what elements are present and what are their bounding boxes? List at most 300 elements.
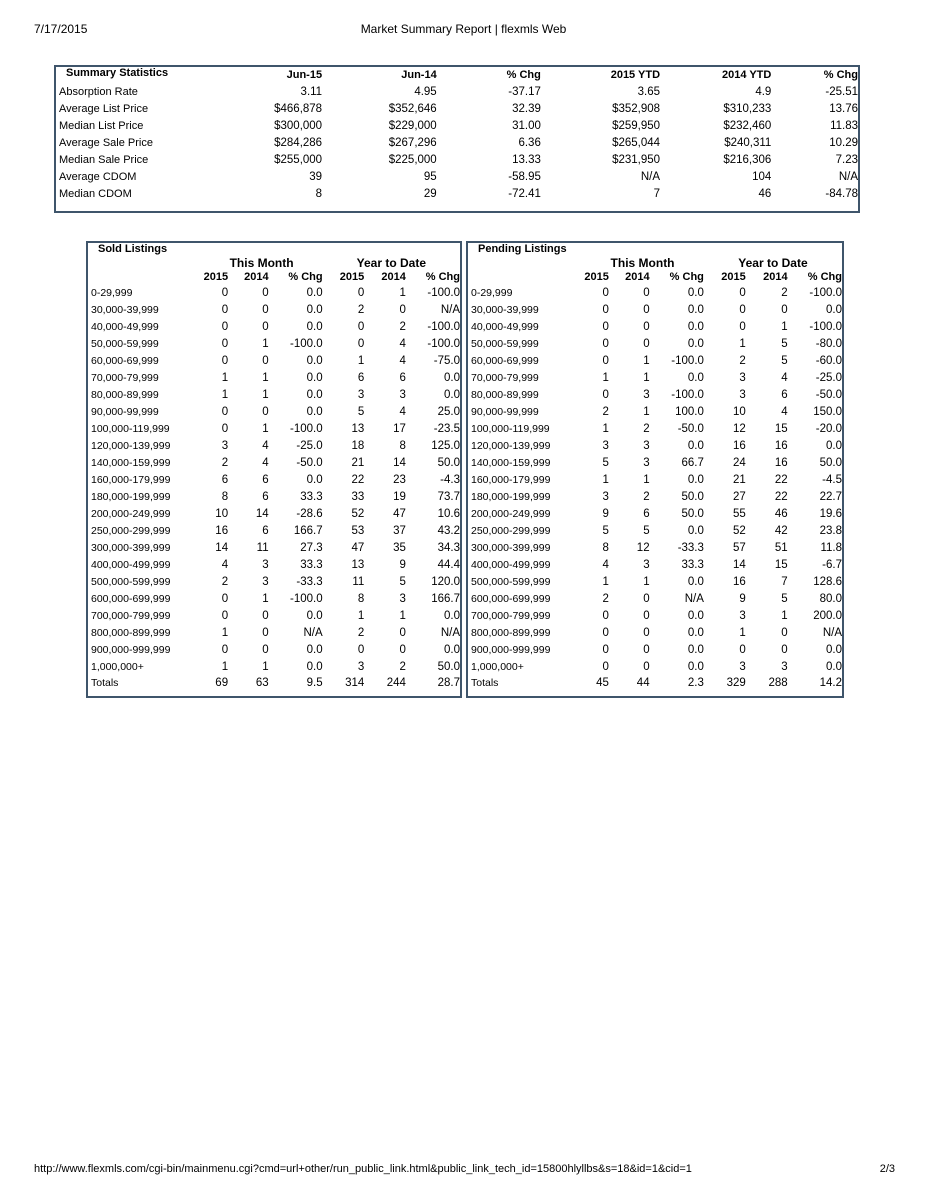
pending-price-row (468, 488, 842, 505)
sold-cell: 28.7 (437, 677, 460, 689)
sold-cell: 2 (357, 303, 365, 316)
summary-cell: N/A (640, 170, 661, 183)
pending-cell: 4 (781, 371, 788, 384)
pending-row-label: 1,000,000+ (471, 660, 524, 673)
sold-cell: 3 (262, 558, 269, 571)
summary-row (56, 100, 858, 117)
sold-cell: 2 (221, 575, 229, 588)
pending-cell: 3 (643, 439, 650, 452)
pending-cell: 16 (732, 575, 746, 588)
pending-cell: -25.0 (815, 371, 842, 384)
summary-cell: $284,286 (274, 136, 323, 149)
sold-listings-box (86, 241, 462, 698)
sold-listings-table (88, 243, 460, 691)
sold-cell: 19 (393, 490, 406, 503)
pending-cell: 0 (643, 660, 650, 673)
pending-row-label: 200,000-249,999 (471, 507, 551, 520)
summary-row (56, 117, 858, 134)
sold-price-row (88, 556, 460, 573)
pending-cell: 1 (739, 626, 746, 639)
pending-cell: N/A (684, 592, 704, 605)
pending-cell: 1 (602, 422, 609, 435)
sold-cell: 166.7 (431, 592, 460, 605)
pending-cell: 0 (643, 320, 650, 333)
pending-cell: -4.5 (822, 473, 842, 486)
sold-cell: 0 (262, 303, 269, 316)
summary-row-label: Average CDOM (59, 170, 137, 183)
sold-row-label: 60,000-69,999 (91, 354, 159, 367)
sold-price-row (88, 301, 460, 318)
summary-cell: $232,460 (723, 119, 772, 132)
pending-row-label: 250,000-299,999 (471, 524, 551, 537)
sold-row-label: 400,000-499,999 (91, 558, 171, 571)
pending-cell: 50.0 (681, 507, 704, 520)
sold-price-row (88, 607, 460, 624)
sold-col-header: 2015 (203, 271, 229, 283)
summary-row (56, 151, 858, 168)
sold-cell: 6 (262, 473, 269, 486)
pending-cell: 0 (643, 286, 650, 299)
pending-cell: 4 (781, 405, 788, 418)
sold-price-row (88, 522, 460, 539)
pending-price-row (468, 301, 842, 318)
pending-cell: 42 (774, 524, 788, 537)
sold-cell: 73.7 (437, 490, 460, 503)
summary-statistics-box (54, 65, 860, 213)
sold-cell: 2 (399, 320, 406, 333)
pending-cell: -100.0 (671, 354, 704, 367)
sold-cell: -4.3 (440, 473, 460, 486)
pending-cell: 0 (602, 660, 609, 673)
sold-row-label: 900,000-999,999 (91, 643, 171, 656)
sold-cell: 6 (262, 490, 269, 503)
summary-cell: $229,000 (388, 119, 437, 132)
pending-cell: 5 (781, 592, 788, 605)
pending-cell: 16 (774, 456, 788, 469)
pending-col-header: % Chg (669, 271, 704, 283)
pending-cell: 0 (739, 286, 746, 299)
sold-col-header: 2014 (381, 271, 406, 283)
summary-row-label: Median Sale Price (59, 153, 149, 166)
pending-row-label: 120,000-139,999 (471, 439, 551, 452)
sold-price-row (88, 420, 460, 437)
pending-cell: 8 (602, 541, 609, 554)
pending-cell: 0 (781, 626, 788, 639)
pending-cell: N/A (822, 626, 842, 639)
pending-cell: 1 (643, 405, 650, 418)
sold-cell: 0 (262, 354, 269, 367)
pending-cell: 11.8 (820, 541, 842, 554)
sold-cell: 6 (357, 371, 365, 384)
summary-col-header: Jun-14 (401, 69, 437, 81)
pending-row-label: 180,000-199,999 (471, 490, 551, 503)
pending-cell: 0.0 (687, 660, 704, 673)
sold-cell: 1 (262, 422, 269, 435)
sold-cell: 53 (351, 524, 365, 537)
sold-cell: 0 (221, 405, 229, 418)
pending-cell: 1 (602, 575, 609, 588)
sold-row-label: 500,000-599,999 (91, 575, 171, 588)
pending-cell: 22.7 (819, 490, 842, 503)
pending-row-label: Totals (471, 677, 499, 689)
sold-row-label: 0-29,999 (91, 286, 133, 299)
pending-cell: 0.0 (687, 575, 704, 588)
sold-row-label: 80,000-89,999 (91, 388, 159, 401)
pending-cell: 0 (602, 320, 609, 333)
sold-cell: 14 (215, 541, 229, 554)
pending-cell: 66.7 (681, 456, 704, 469)
pending-cell: 3 (781, 660, 788, 673)
sold-cell: 166.7 (293, 524, 323, 537)
pending-cell: 0 (643, 337, 650, 350)
sold-cell: 9.5 (306, 677, 323, 689)
pending-cell: 12 (732, 422, 746, 435)
sold-cell: 3 (357, 660, 365, 673)
pending-cell: -100.0 (809, 320, 842, 333)
sold-row-label: 40,000-49,999 (91, 320, 159, 333)
sold-cell: 3 (221, 439, 229, 452)
pending-col-headers (468, 270, 842, 284)
sold-cell: 1 (399, 609, 406, 622)
pending-cell: -33.3 (677, 541, 704, 554)
sold-cell: 10.6 (437, 507, 460, 520)
sold-cell: 0 (221, 609, 229, 622)
pending-cell: 150.0 (813, 405, 842, 418)
pending-price-row (468, 607, 842, 624)
sold-cell: 0.0 (306, 388, 323, 401)
sold-cell: 3 (262, 575, 269, 588)
summary-row (56, 83, 858, 100)
summary-cell: N/A (838, 170, 858, 183)
pending-row-label: 600,000-699,999 (471, 592, 551, 605)
sold-cell: 35 (393, 541, 406, 554)
summary-cell: 32.39 (512, 102, 541, 115)
summary-cell: -37.17 (508, 85, 541, 98)
pending-cell: 0 (781, 303, 788, 316)
pending-cell: 0.0 (687, 524, 704, 537)
sold-row-label: Totals (91, 677, 119, 689)
sold-cell: 0 (221, 354, 229, 367)
pending-col-header: 2014 (625, 271, 650, 283)
pending-col-header: 2015 (584, 271, 609, 283)
pending-row-label: 40,000-49,999 (471, 320, 539, 333)
pending-cell: 0.0 (687, 439, 704, 452)
summary-cell: -72.41 (508, 187, 541, 200)
pending-cell: 0.0 (687, 626, 704, 639)
sold-cell: 1 (262, 592, 269, 605)
pending-cell: 7 (781, 575, 788, 588)
summary-cell: 95 (423, 170, 437, 183)
sold-cell: 0.0 (306, 303, 323, 316)
summary-cell: 4.9 (755, 85, 772, 98)
pending-cell: 3 (602, 439, 609, 452)
pending-group-ytd: Year to Date (738, 255, 808, 270)
pending-cell: 27 (732, 490, 746, 503)
sold-cell: 0 (221, 592, 229, 605)
sold-price-row (88, 335, 460, 352)
sold-cell: 1 (262, 371, 269, 384)
sold-cell: 4 (262, 456, 269, 469)
pending-row-label: 300,000-399,999 (471, 541, 551, 554)
pending-price-row (468, 658, 842, 675)
pending-cell: -80.0 (815, 337, 842, 350)
pending-cell: 21 (732, 473, 746, 486)
sold-cell: N/A (440, 626, 460, 639)
sold-cell: 27.3 (300, 541, 323, 554)
summary-cell: 29 (423, 187, 437, 200)
sold-cell: 14 (255, 507, 269, 520)
pending-price-row (468, 352, 842, 369)
pending-price-row (468, 590, 842, 607)
pending-row-label: 400,000-499,999 (471, 558, 551, 571)
pending-row-label: 70,000-79,999 (471, 371, 539, 384)
sold-cell: 0 (262, 286, 269, 299)
sold-cell: 125.0 (431, 439, 460, 452)
pending-col-header: 2014 (763, 271, 788, 283)
pending-cell: 0.0 (826, 643, 842, 656)
summary-cell: 11.83 (830, 119, 858, 132)
summary-cell: $352,908 (612, 102, 661, 115)
pending-cell: 1 (781, 609, 788, 622)
sold-price-row (88, 318, 460, 335)
sold-cell: 33.3 (300, 490, 323, 503)
pending-cell: 1 (643, 473, 650, 486)
sold-cell: 0 (221, 643, 229, 656)
summary-row-label: Average List Price (59, 102, 149, 115)
pending-price-row (468, 420, 842, 437)
summary-cell: $259,950 (612, 119, 661, 132)
pending-cell: 0 (602, 354, 609, 367)
sold-row-label: 70,000-79,999 (91, 371, 159, 384)
summary-cell: -84.78 (825, 187, 858, 200)
sold-price-row (88, 505, 460, 522)
pending-cell: 0 (739, 643, 746, 656)
sold-price-row (88, 573, 460, 590)
pending-cell: 50.0 (819, 456, 842, 469)
pending-cell: 5 (602, 524, 609, 537)
sold-cell: 4 (262, 439, 269, 452)
sold-price-row (88, 454, 460, 471)
pending-cell: 329 (726, 677, 746, 689)
sold-cell: 47 (393, 507, 406, 520)
sold-row-label: 30,000-39,999 (91, 303, 159, 316)
sold-cell: 2 (221, 456, 229, 469)
sold-cell: 0 (221, 422, 229, 435)
pending-price-row (468, 471, 842, 488)
pending-cell: 3 (602, 490, 609, 503)
pending-cell: 3 (643, 558, 650, 571)
sold-group-this-month: This Month (229, 255, 294, 270)
pending-cell: 0 (602, 643, 609, 656)
sold-cell: 0.0 (444, 609, 460, 622)
sold-cell: 1 (262, 388, 269, 401)
pending-cell: 45 (596, 677, 609, 689)
sold-cell: -100.0 (290, 337, 323, 350)
pending-cell: 3 (739, 609, 746, 622)
sold-cell: 0.0 (306, 473, 323, 486)
pending-row-label: 30,000-39,999 (471, 303, 539, 316)
print-date: 7/17/2015 (34, 22, 88, 36)
summary-cell: $352,646 (388, 102, 437, 115)
sold-cell: 52 (351, 507, 365, 520)
pending-cell: 0 (602, 337, 609, 350)
pending-cell: 50.0 (681, 490, 704, 503)
pending-price-row (468, 386, 842, 403)
sold-row-label: 140,000-159,999 (91, 456, 171, 469)
sold-price-row (88, 284, 460, 301)
sold-cell: 8 (221, 490, 229, 503)
sold-row-label: 160,000-179,999 (91, 473, 171, 486)
pending-cell: 0.0 (826, 660, 842, 673)
pending-cell: 6 (781, 388, 788, 401)
pending-row-label: 0-29,999 (471, 286, 513, 299)
sold-price-row (88, 488, 460, 505)
sold-cell: -100.0 (290, 592, 323, 605)
sold-cell: 0 (262, 643, 269, 656)
sold-col-headers (88, 270, 460, 284)
sold-cell: 16 (215, 524, 229, 537)
pending-cell: 0.0 (687, 303, 704, 316)
pending-cell: 3 (739, 388, 746, 401)
summary-cell: $240,311 (724, 136, 772, 149)
sold-cell: 11 (352, 575, 365, 588)
pending-row-label: 900,000-999,999 (471, 643, 551, 656)
pending-cell: 0 (602, 388, 609, 401)
pending-cell: 6 (643, 507, 650, 520)
sold-price-row (88, 590, 460, 607)
sold-row-label: 800,000-899,999 (91, 626, 171, 639)
sold-cell: 0 (357, 286, 365, 299)
pending-cell: 0 (602, 286, 609, 299)
sold-cell: 5 (357, 405, 365, 418)
sold-cell: -25.0 (296, 439, 323, 452)
summary-col-header: % Chg (823, 69, 858, 81)
pending-row-label: 80,000-89,999 (471, 388, 539, 401)
pending-row-label: 800,000-899,999 (471, 626, 551, 639)
pending-cell: 57 (732, 541, 746, 554)
sold-cell: 63 (255, 677, 269, 689)
sold-cell: 0.0 (306, 405, 323, 418)
sold-cell: 1 (262, 660, 269, 673)
pending-cell: 1 (781, 320, 788, 333)
pending-cell: 0 (643, 609, 650, 622)
sold-cell: 6 (221, 473, 229, 486)
sold-cell: -28.6 (296, 507, 323, 520)
sold-cell: -23.5 (433, 422, 460, 435)
pending-cell: 1 (602, 473, 609, 486)
sold-cell: 22 (351, 473, 365, 486)
pending-cell: 23.8 (819, 524, 842, 537)
pending-cell: 0.0 (687, 286, 704, 299)
sold-cell: 34.3 (437, 541, 460, 554)
pending-price-row (468, 335, 842, 352)
pending-cell: 22 (774, 473, 788, 486)
sold-cell: 6 (399, 371, 406, 384)
pending-cell: 2 (602, 405, 609, 418)
pending-cell: 12 (636, 541, 650, 554)
sold-cell: 0 (221, 303, 229, 316)
pending-row-label: 160,000-179,999 (471, 473, 551, 486)
sold-row-label: 300,000-399,999 (91, 541, 171, 554)
pending-cell: 80.0 (819, 592, 842, 605)
sold-cell: 0.0 (306, 609, 323, 622)
pending-title: Pending Listings (478, 243, 567, 255)
pending-cell: 10 (732, 405, 746, 418)
summary-cell: 7 (653, 187, 661, 200)
sold-cell: 0.0 (306, 320, 323, 333)
sold-cell: 0 (399, 303, 406, 316)
pending-totals-row (468, 675, 842, 691)
sold-cell: 0 (399, 626, 406, 639)
pending-row-label: 60,000-69,999 (471, 354, 539, 367)
sold-cell: 1 (357, 609, 365, 622)
sold-cell: 3 (399, 388, 406, 401)
sold-cell: 0.0 (444, 643, 460, 656)
summary-table (56, 67, 858, 202)
sold-cell: 0 (221, 320, 229, 333)
pending-price-row (468, 539, 842, 556)
sold-cell: 1 (399, 286, 406, 299)
summary-cell: 13.33 (512, 153, 541, 166)
sold-cell: 50.0 (437, 660, 460, 673)
pending-price-row (468, 573, 842, 590)
page-url: http://www.flexmls.com/cgi-bin/mainmenu.cgi?cmd=url+other/run_public_link.html&public_link_tech_id=15800hlyllbs&s=18&id=1&cid=1 (34, 1163, 692, 1175)
pending-price-row (468, 505, 842, 522)
summary-cell: $255,000 (274, 153, 323, 166)
pending-cell: 3 (739, 371, 746, 384)
sold-cell: 0 (399, 643, 406, 656)
pending-cell: 16 (732, 439, 746, 452)
summary-col-header: Jun-15 (286, 69, 323, 81)
summary-cell: $466,878 (274, 102, 323, 115)
sold-price-row (88, 624, 460, 641)
pending-cell: 33.3 (681, 558, 704, 571)
summary-cell: -58.95 (508, 170, 541, 183)
sold-cell: N/A (303, 626, 323, 639)
page-title: Market Summary Report | flexmls Web (360, 22, 567, 36)
pending-group-this-month: This Month (610, 255, 675, 270)
sold-group-ytd: Year to Date (356, 255, 426, 270)
sold-cell: 21 (351, 456, 365, 469)
sold-cell: 0 (262, 405, 269, 418)
sold-col-header: % Chg (425, 271, 460, 283)
page-number: 2/3 (879, 1163, 895, 1175)
pending-listings-box (466, 241, 844, 698)
sold-cell: 4 (399, 337, 406, 350)
pending-cell: -50.0 (677, 422, 704, 435)
sold-cell: -100.0 (290, 422, 323, 435)
summary-cell: $267,296 (388, 136, 437, 149)
summary-cell: 39 (309, 170, 323, 183)
pending-price-row (468, 522, 842, 539)
pending-cell: 19.6 (819, 507, 842, 520)
summary-row (56, 134, 858, 151)
sold-row-label: 200,000-249,999 (91, 507, 171, 520)
pending-cell: 44 (636, 677, 650, 689)
pending-price-row (468, 318, 842, 335)
pending-cell: 24 (732, 456, 746, 469)
sold-cell: 120.0 (431, 575, 460, 588)
pending-cell: 0 (739, 320, 746, 333)
pending-cell: 3 (643, 388, 650, 401)
summary-title: Summary Statistics (66, 67, 169, 79)
sold-price-row (88, 641, 460, 658)
pending-row-label: 100,000-119,999 (471, 422, 550, 435)
sold-cell: 2 (357, 626, 365, 639)
sold-cell: -100.0 (427, 286, 460, 299)
sold-cell: 3 (399, 592, 406, 605)
sold-cell: 1 (221, 371, 229, 384)
